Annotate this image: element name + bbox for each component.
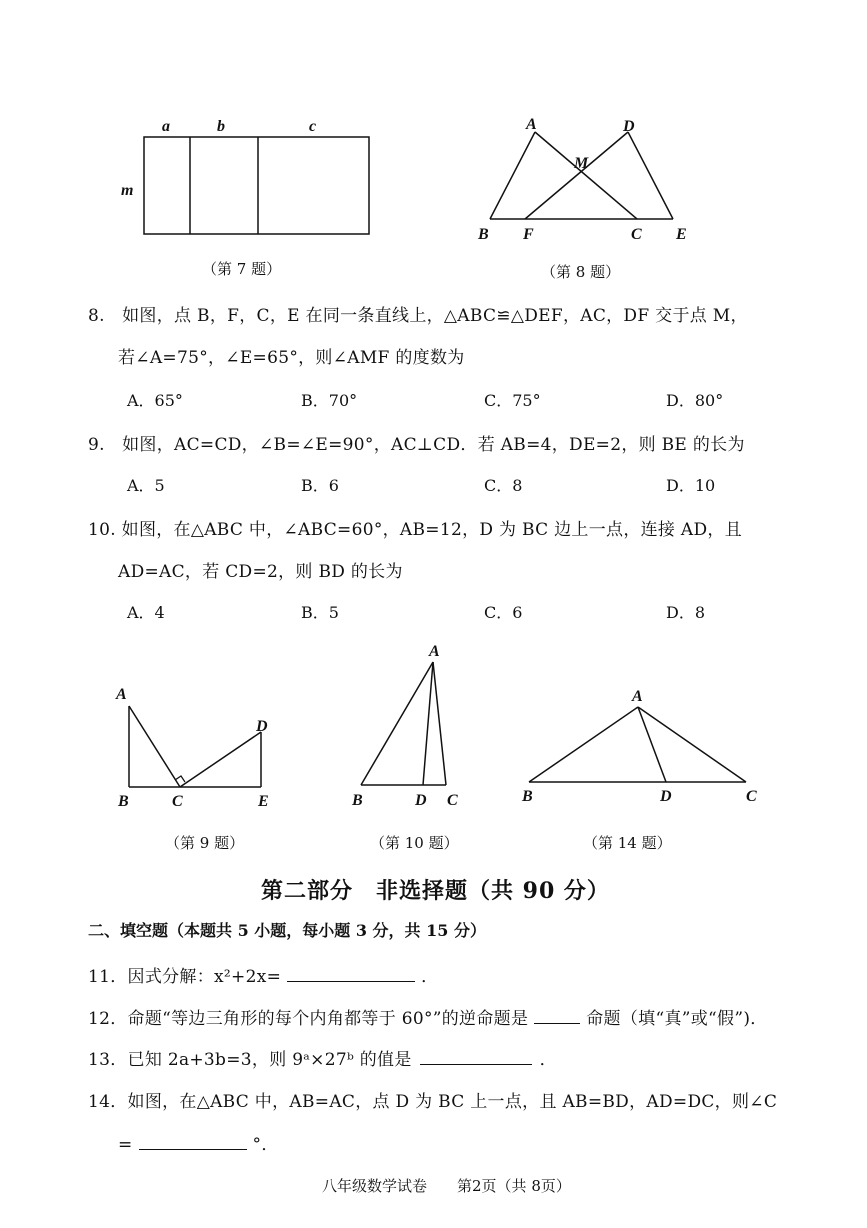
answer-blank-14[interactable] <box>139 1133 247 1150</box>
q9-option-d: D．10 <box>666 476 716 495</box>
label-E: E <box>258 793 269 810</box>
figure-7-caption: （第 7 题） <box>202 260 282 278</box>
question-10-line-1: 10. 如图，在△ABC 中，∠ABC=60°，AB=12，D 为 BC 边上一点，连接 AD，且 <box>88 520 743 540</box>
answer-blank-13[interactable] <box>420 1048 532 1065</box>
question-12-end: 命题（填“真”或“假”)． <box>586 1009 768 1029</box>
label-a: a <box>162 118 170 135</box>
label-B: B <box>522 788 533 805</box>
q10-option-d: D．8 <box>666 603 706 622</box>
label-D: D <box>256 718 268 735</box>
label-m: m <box>121 182 134 199</box>
q9-option-b: B．6 <box>301 476 339 495</box>
section-2-heading: 二、填空题（本题共 5 小题，每小题 3 分，共 15 分） <box>88 921 486 940</box>
question-13-text: 13．已知 2a+3b=3，则 9ᵃ×27ᵇ 的值是 <box>88 1050 412 1070</box>
label-F: F <box>523 226 534 243</box>
question-11-end: ． <box>421 967 439 987</box>
question-14-line-1: 14．如图，在△ABC 中，AB=AC，点 D 为 BC 上一点，且 AB=BD，AD=DC，则∠C <box>88 1092 778 1112</box>
question-10-line-2: AD=AC，若 CD=2，则 BD 的长为 <box>118 562 403 582</box>
question-12 <box>88 1004 768 1029</box>
q10-option-a: A．4 <box>127 603 165 622</box>
question-8-line-1: 8. 如图，点 B，F，C，E 在同一条直线上，△ABC≌△DEF，AC，DF 交于点 M， <box>88 306 748 326</box>
q10-option-b: B．5 <box>301 603 339 622</box>
figure-14-diagram <box>515 685 765 805</box>
label-D: D <box>623 118 635 135</box>
label-B: B <box>478 226 489 243</box>
label-B: B <box>118 793 129 810</box>
label-A: A <box>429 643 440 660</box>
question-14-equals: = <box>118 1135 133 1155</box>
label-C: C <box>746 788 757 805</box>
label-C: C <box>631 226 642 243</box>
label-M: M <box>574 155 589 172</box>
figure-10-diagram <box>345 640 475 810</box>
q8-option-b: B．70° <box>301 391 358 410</box>
figure-9-diagram <box>110 680 285 810</box>
label-D: D <box>415 792 427 809</box>
label-C: C <box>172 793 183 810</box>
question-14-line-2 <box>118 1130 279 1155</box>
q8-option-c: C．75° <box>484 391 541 410</box>
answer-blank-12[interactable] <box>534 1007 580 1024</box>
label-C: C <box>447 792 458 809</box>
q9-option-a: A．5 <box>127 476 165 495</box>
figure-10 <box>345 640 475 810</box>
figure-14 <box>515 685 765 805</box>
question-14-end: °． <box>252 1135 279 1155</box>
label-A: A <box>116 686 127 703</box>
question-8-line-2: 若∠A=75°，∠E=65°，则∠AMF 的度数为 <box>118 348 465 368</box>
label-D: D <box>660 788 672 805</box>
question-11 <box>88 962 438 987</box>
figure-8-diagram <box>470 112 700 247</box>
label-A: A <box>526 116 537 133</box>
part-2-title: 第二部分 非选择题（共 90 分） <box>261 878 610 904</box>
label-B: B <box>352 792 363 809</box>
label-E: E <box>676 226 687 243</box>
question-13 <box>88 1045 557 1070</box>
label-c: c <box>309 118 317 135</box>
q9-option-c: C．8 <box>484 476 523 495</box>
label-b: b <box>217 118 225 135</box>
q10-option-c: C．6 <box>484 603 523 622</box>
answer-blank-11[interactable] <box>287 965 415 982</box>
figure-8-caption: （第 8 题） <box>541 263 621 281</box>
figure-7 <box>110 112 390 252</box>
figure-7-diagram <box>110 112 390 252</box>
figure-9 <box>110 680 285 810</box>
q8-option-d: D．80° <box>666 391 724 410</box>
q8-option-a: A．65° <box>127 391 183 410</box>
label-A: A <box>632 688 643 705</box>
figure-8 <box>470 112 700 247</box>
question-12-text: 12．命题“等边三角形的每个内角都等于 60°”的逆命题是 <box>88 1009 529 1029</box>
question-11-text: 11．因式分解：x²+2x= <box>88 967 282 987</box>
figure-10-caption: （第 10 题） <box>370 834 459 852</box>
question-9-line-1: 9. 如图，AC=CD，∠B=∠E=90°，AC⊥CD．若 AB=4，DE=2，则 BE 的长为 <box>88 435 745 455</box>
question-13-end: ． <box>539 1050 557 1070</box>
page-footer: 八年级数学试卷 第2页（共 8页） <box>322 1177 571 1195</box>
figure-14-caption: （第 14 题） <box>583 834 672 852</box>
figure-9-caption: （第 9 题） <box>165 834 245 852</box>
